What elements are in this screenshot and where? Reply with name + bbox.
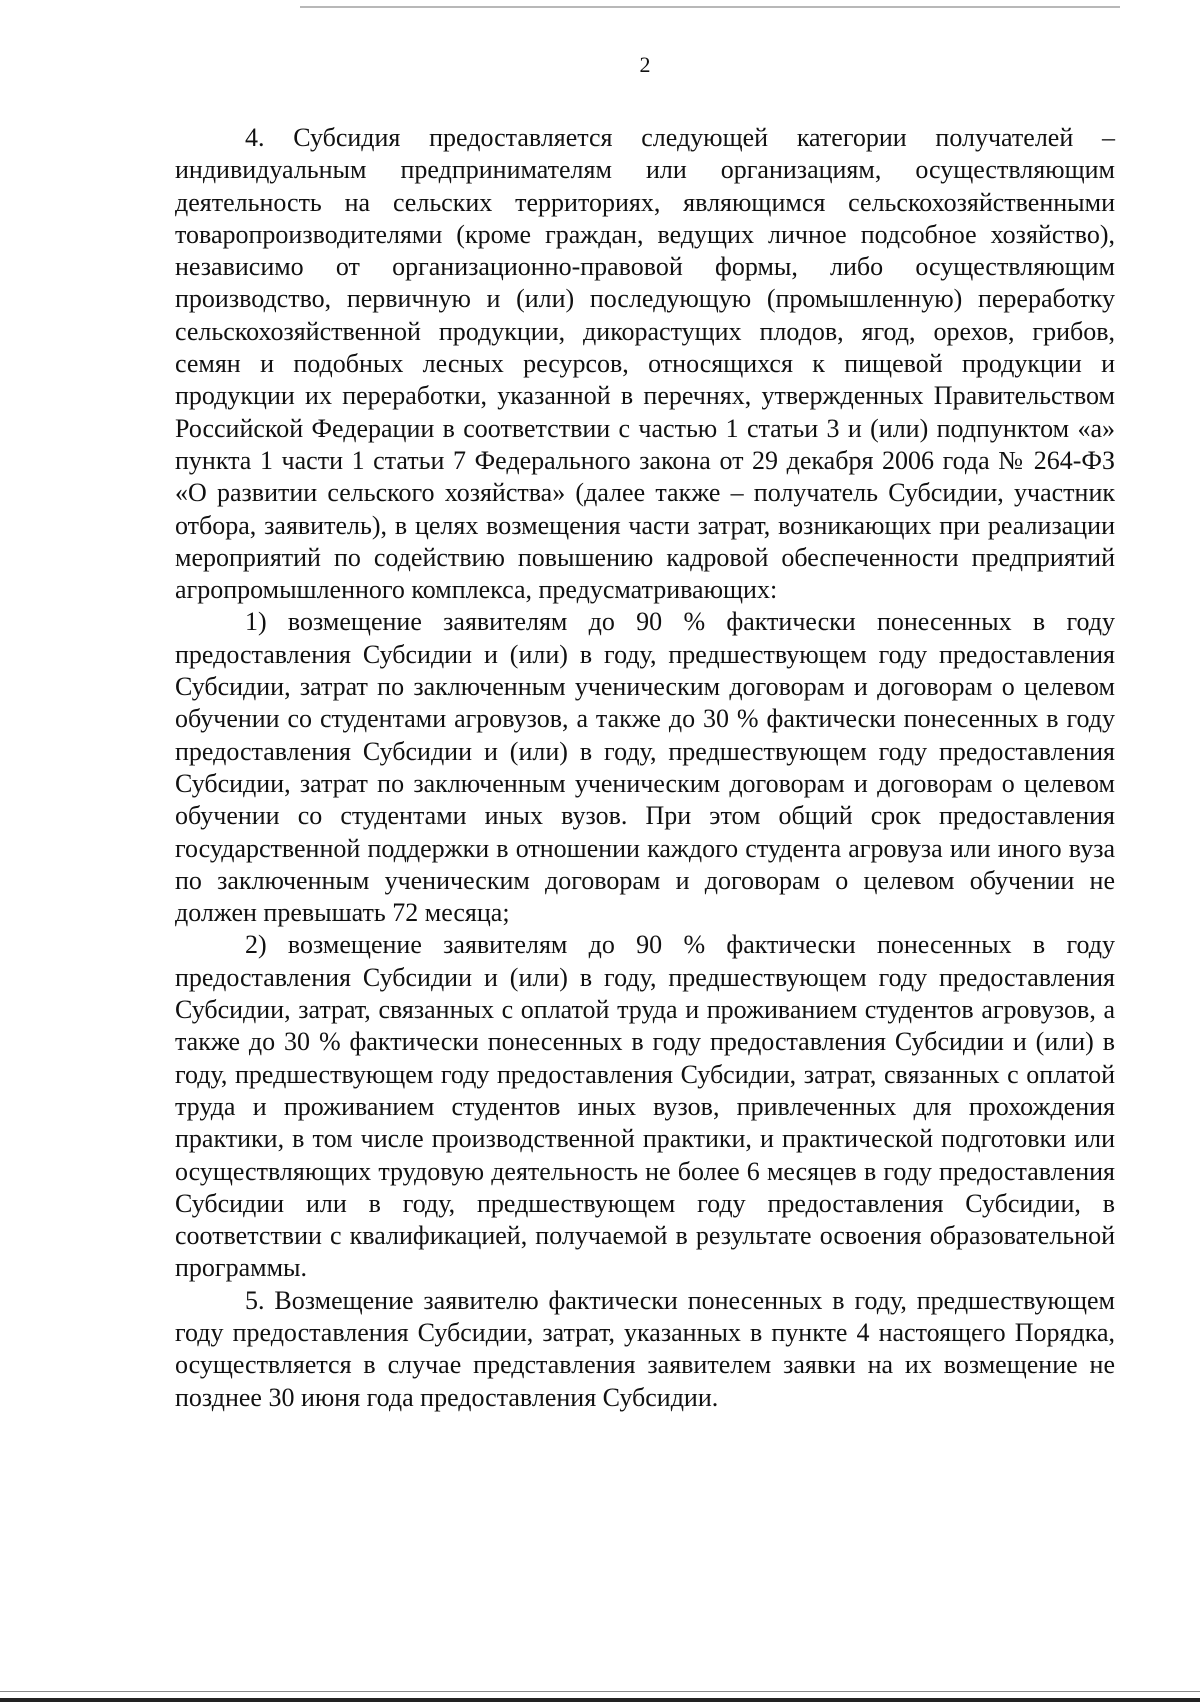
bottom-scan-edge-line bbox=[0, 1698, 1200, 1702]
bottom-scan-edge-thin-line bbox=[0, 1691, 1200, 1692]
top-scan-edge-line bbox=[300, 6, 1120, 8]
document-body bbox=[175, 122, 1115, 1414]
paragraph-item-5: 5. Возмещение заявителю фактически понесенных в году, предшествующем году предоставления Субсидии, затрат, указанных в пункте 4 настоящего Порядка, осуществляется в случае представления заявителем заявки на их возмещение не позднее 30 июня года предоставления Субсидии. bbox=[175, 1285, 1115, 1412]
page-number: 2 bbox=[639, 52, 651, 77]
paragraph-item-4-2: 2) возмещение заявителям до 90 % фактически понесенных в году предоставления Субсидии и (или) в году, предшествующем году предоставления Субсидии, затрат, связанных с оплатой труда и проживанием студентов агровузов, а также до 30 % фактически понесенных в году предоставления Субсидии и (или) в году, предшествующем году предоставления Субсидии, затрат, связанных с оплатой труда и проживанием студентов иных вузов, привлеченных для прохождения практики, в том числе производственной практики, и практической подготовки или осуществляющих трудовую деятельность не более 6 месяцев в году предоставления Субсидии или в году, предшествующем году предоставления Субсидии, в соответствии с квалификацией, получаемой в результате освоения образовательной программы. bbox=[175, 930, 1115, 1283]
paragraph-item-4: 4. Субсидия предоставляется следующей категории получателей – индивидуальным предпринимателям или организациям, осуществляющим деятельность на сельских территориях, являющимся сельскохозяйственными товаропроизводителями (кроме граждан, ведущих личное подсобное хозяйство), независимо от организационно-правовой формы, либо осуществляющим производство, первичную и (или) последующую (промышленную) переработку сельскохозяйственной продукции, дикорастущих плодов, ягод, орехов, грибов, семян и подобных лесных ресурсов, относящихся к пищевой продукции и продукции их переработки, указанной в перечнях, утвержденных Правительством Российской Федерации в соответствии с частью 1 статьи 3 и (или) подпунктом «а» пункта 1 части 1 статьи 7 Федерального закона от 29 декабря 2006 года № 264-ФЗ «О развитии сельского хозяйства» (далее также – получатель Субсидии, участник отбора, заявитель), в целях возмещения части затрат, возникающих при реализации мероприятий по содействию повышению кадровой обеспеченности предприятий агропромышленного комплекса, предусматривающих: bbox=[175, 123, 1115, 605]
paragraph-item-4-1: 1) возмещение заявителям до 90 % фактически понесенных в году предоставления Субсидии и (или) в году, предшествующем году предоставления Субсидии, затрат по заключенным ученическим договорам и договорам о целевом обучении со студентами агровузов, а также до 30 % фактически понесенных в году предоставления Субсидии и (или) в году, предшествующем году предоставления Субсидии, затрат по заключенным ученическим договорам и договорам о целевом обучении со студентами иных вузов. При этом общий срок предоставления государственной поддержки в отношении каждого студента агровуза или иного вуза по заключенным ученическим договорам и договорам о целевом обучении не должен превышать 72 месяца; bbox=[175, 607, 1115, 928]
